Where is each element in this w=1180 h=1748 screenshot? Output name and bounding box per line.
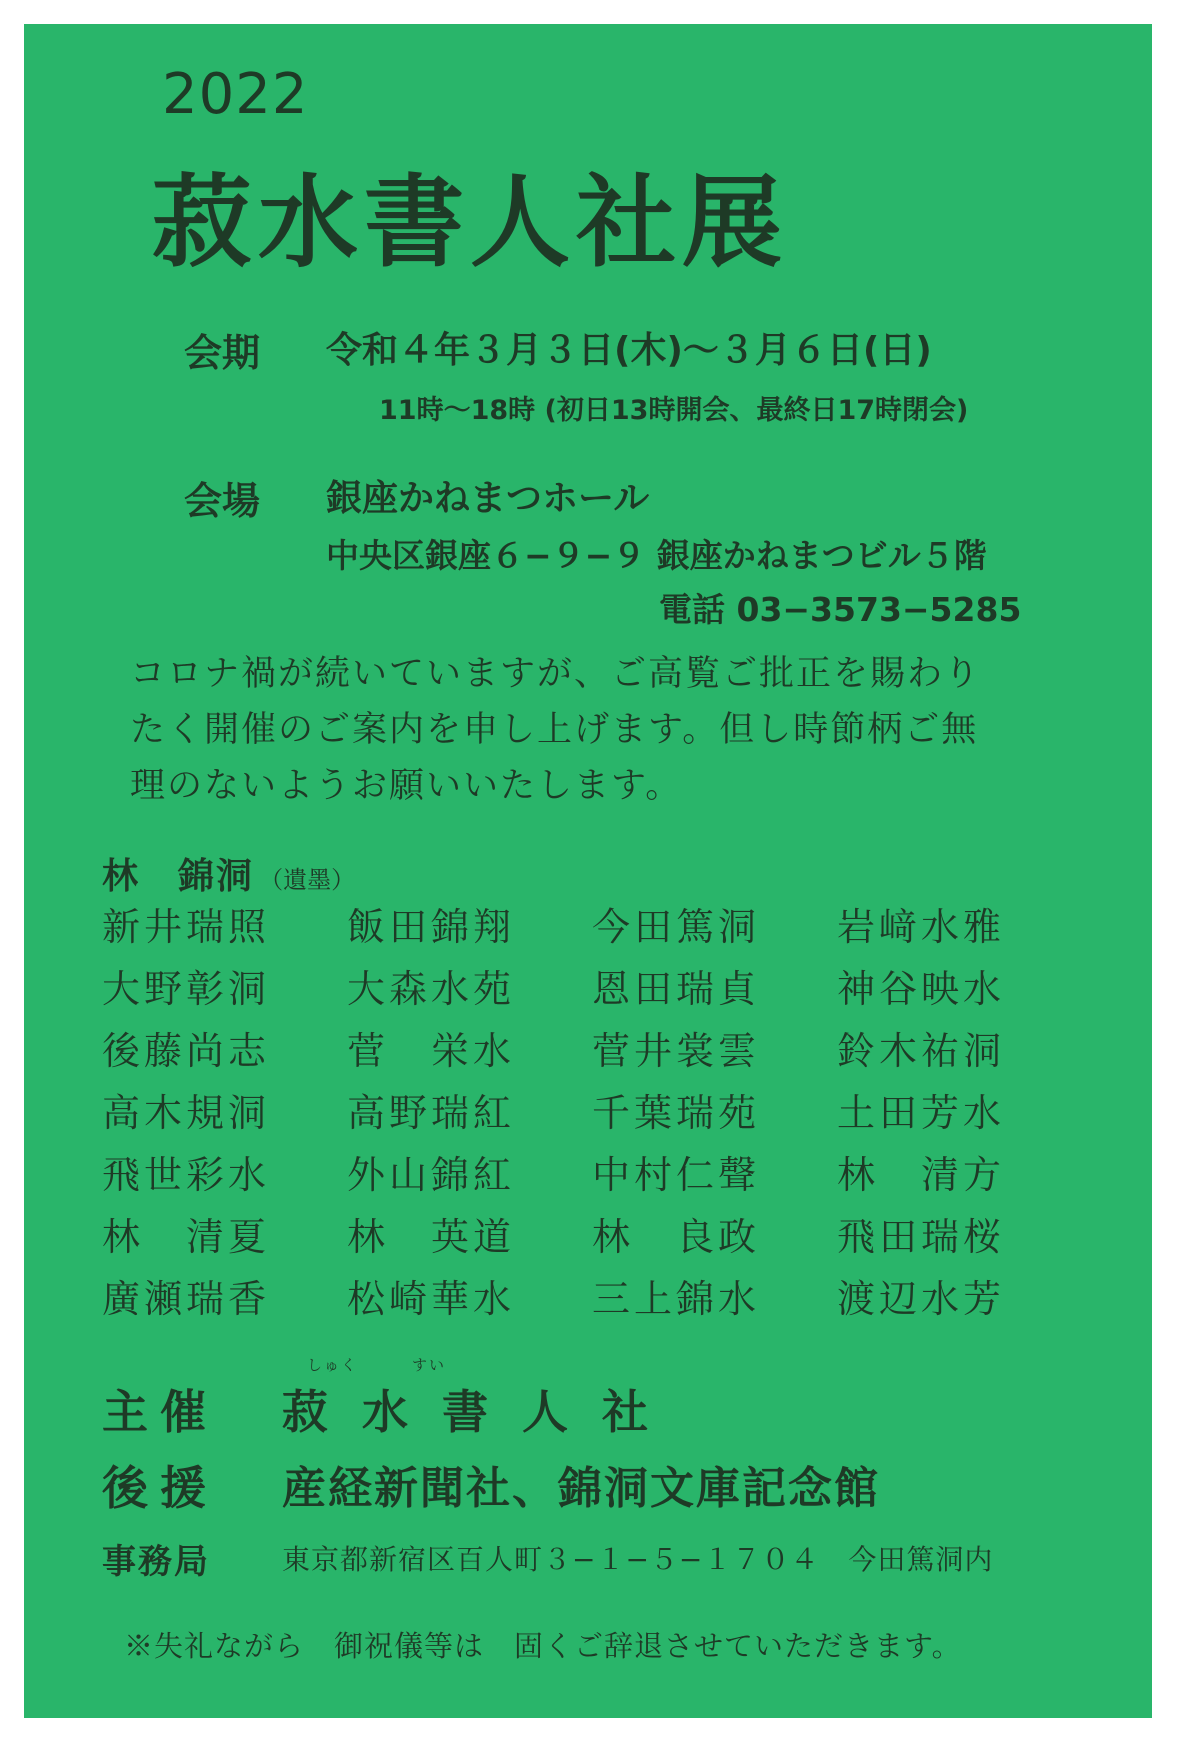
venue-name: 銀座かねまつホール <box>326 478 650 519</box>
organizer-ruby-1: しゅく <box>307 1356 359 1374</box>
exhibitor-row <box>102 1140 1082 1202</box>
organizer-label: 主催 <box>102 1385 218 1439</box>
event-title: 菽水書人社展 <box>152 164 788 281</box>
exhibitor-name: 三上錦水 <box>592 1276 761 1321</box>
exhibitor-name: 林 英道 <box>347 1214 516 1259</box>
exhibitor-list <box>102 892 1082 1326</box>
period-hours: 11時〜18時 (初日13時開会、最終日17時閉会) <box>379 395 969 426</box>
exhibitor-name: 渡辺水芳 <box>837 1276 1006 1321</box>
exhibitor-name: 千葉瑞苑 <box>592 1090 761 1135</box>
exhibitor-name: 大森水苑 <box>347 966 516 1011</box>
event-year: 2022 <box>162 62 309 127</box>
exhibitor-name: 神谷映水 <box>837 966 1006 1011</box>
exhibitor-row <box>102 892 1082 954</box>
exhibitor-name: 今田篤洞 <box>592 904 761 949</box>
venue-phone: 電話 03−3573−5285 <box>659 590 1022 629</box>
office-label: 事務局 <box>102 1542 210 1582</box>
exhibitor-name: 菅 栄水 <box>347 1028 516 1073</box>
exhibitor-row <box>102 954 1082 1016</box>
exhibitor-name: 岩﨑水雅 <box>837 904 1006 949</box>
support-label: 後援 <box>102 1461 218 1515</box>
exhibitor-row <box>102 1078 1082 1140</box>
memorial-name: 林 錦洞 <box>102 856 255 897</box>
exhibitor-name: 菅井裳雲 <box>592 1028 761 1073</box>
organizer-ruby-2: すい <box>412 1356 447 1374</box>
exhibitor-name: 大野彰洞 <box>102 966 271 1011</box>
venue-address: 中央区銀座６−９−９ 銀座かねまつビル５階 <box>326 536 987 575</box>
exhibitor-name: 高木規洞 <box>102 1090 271 1135</box>
notice-line-3: 理のないようお願いいたします。 <box>130 766 683 806</box>
exhibitor-name: 林 清方 <box>837 1152 1006 1197</box>
exhibitor-name: 松崎華水 <box>347 1276 516 1321</box>
memorial-note: （遺墨） <box>259 866 356 894</box>
footnote: ※失礼ながら 御祝儀等は 固くご辞退させていただきます。 <box>124 1629 962 1663</box>
exhibitor-row <box>102 1202 1082 1264</box>
exhibitor-name: 後藤尚志 <box>102 1028 271 1073</box>
exhibitor-name: 外山錦紅 <box>347 1152 516 1197</box>
exhibitor-row <box>102 1016 1082 1078</box>
exhibitor-name: 飛世彩水 <box>102 1152 271 1197</box>
exhibitor-name: 新井瑞照 <box>102 904 271 949</box>
exhibitor-name: 中村仁聲 <box>592 1152 761 1197</box>
office-value: 東京都新宿区百人町３−１−５−１７０４ 今田篤洞内 <box>282 1543 994 1576</box>
notice-line-1: コロナ禍が続いていますが、ご高覧ご批正を賜わり <box>130 654 982 694</box>
period-dates: 令和４年３月３日(木)〜３月６日(日) <box>326 330 932 371</box>
exhibitor-name: 林 清夏 <box>102 1214 271 1259</box>
notice-line-2: たく開催のご案内を申し上げます。但し時節柄ご無 <box>130 710 979 750</box>
exhibitor-name: 廣瀬瑞香 <box>102 1276 271 1321</box>
exhibitor-name: 飛田瑞桜 <box>837 1214 1006 1259</box>
exhibitor-name: 林 良政 <box>592 1214 761 1259</box>
exhibitor-name: 鈴木祐洞 <box>837 1028 1006 1073</box>
exhibitor-row <box>102 1264 1082 1326</box>
support-value: 産経新聞社、錦洞文庫記念館 <box>282 1463 880 1514</box>
exhibition-flyer <box>24 24 1152 1718</box>
period-label: 会期 <box>184 331 261 375</box>
organizer-name: 菽水書人社 <box>282 1385 682 1439</box>
venue-label: 会場 <box>184 479 261 523</box>
exhibitor-name: 恩田瑞貞 <box>592 966 761 1011</box>
exhibitor-name: 土田芳水 <box>837 1090 1006 1135</box>
exhibitor-name: 高野瑞紅 <box>347 1090 516 1135</box>
exhibitor-name: 飯田錦翔 <box>347 904 516 949</box>
